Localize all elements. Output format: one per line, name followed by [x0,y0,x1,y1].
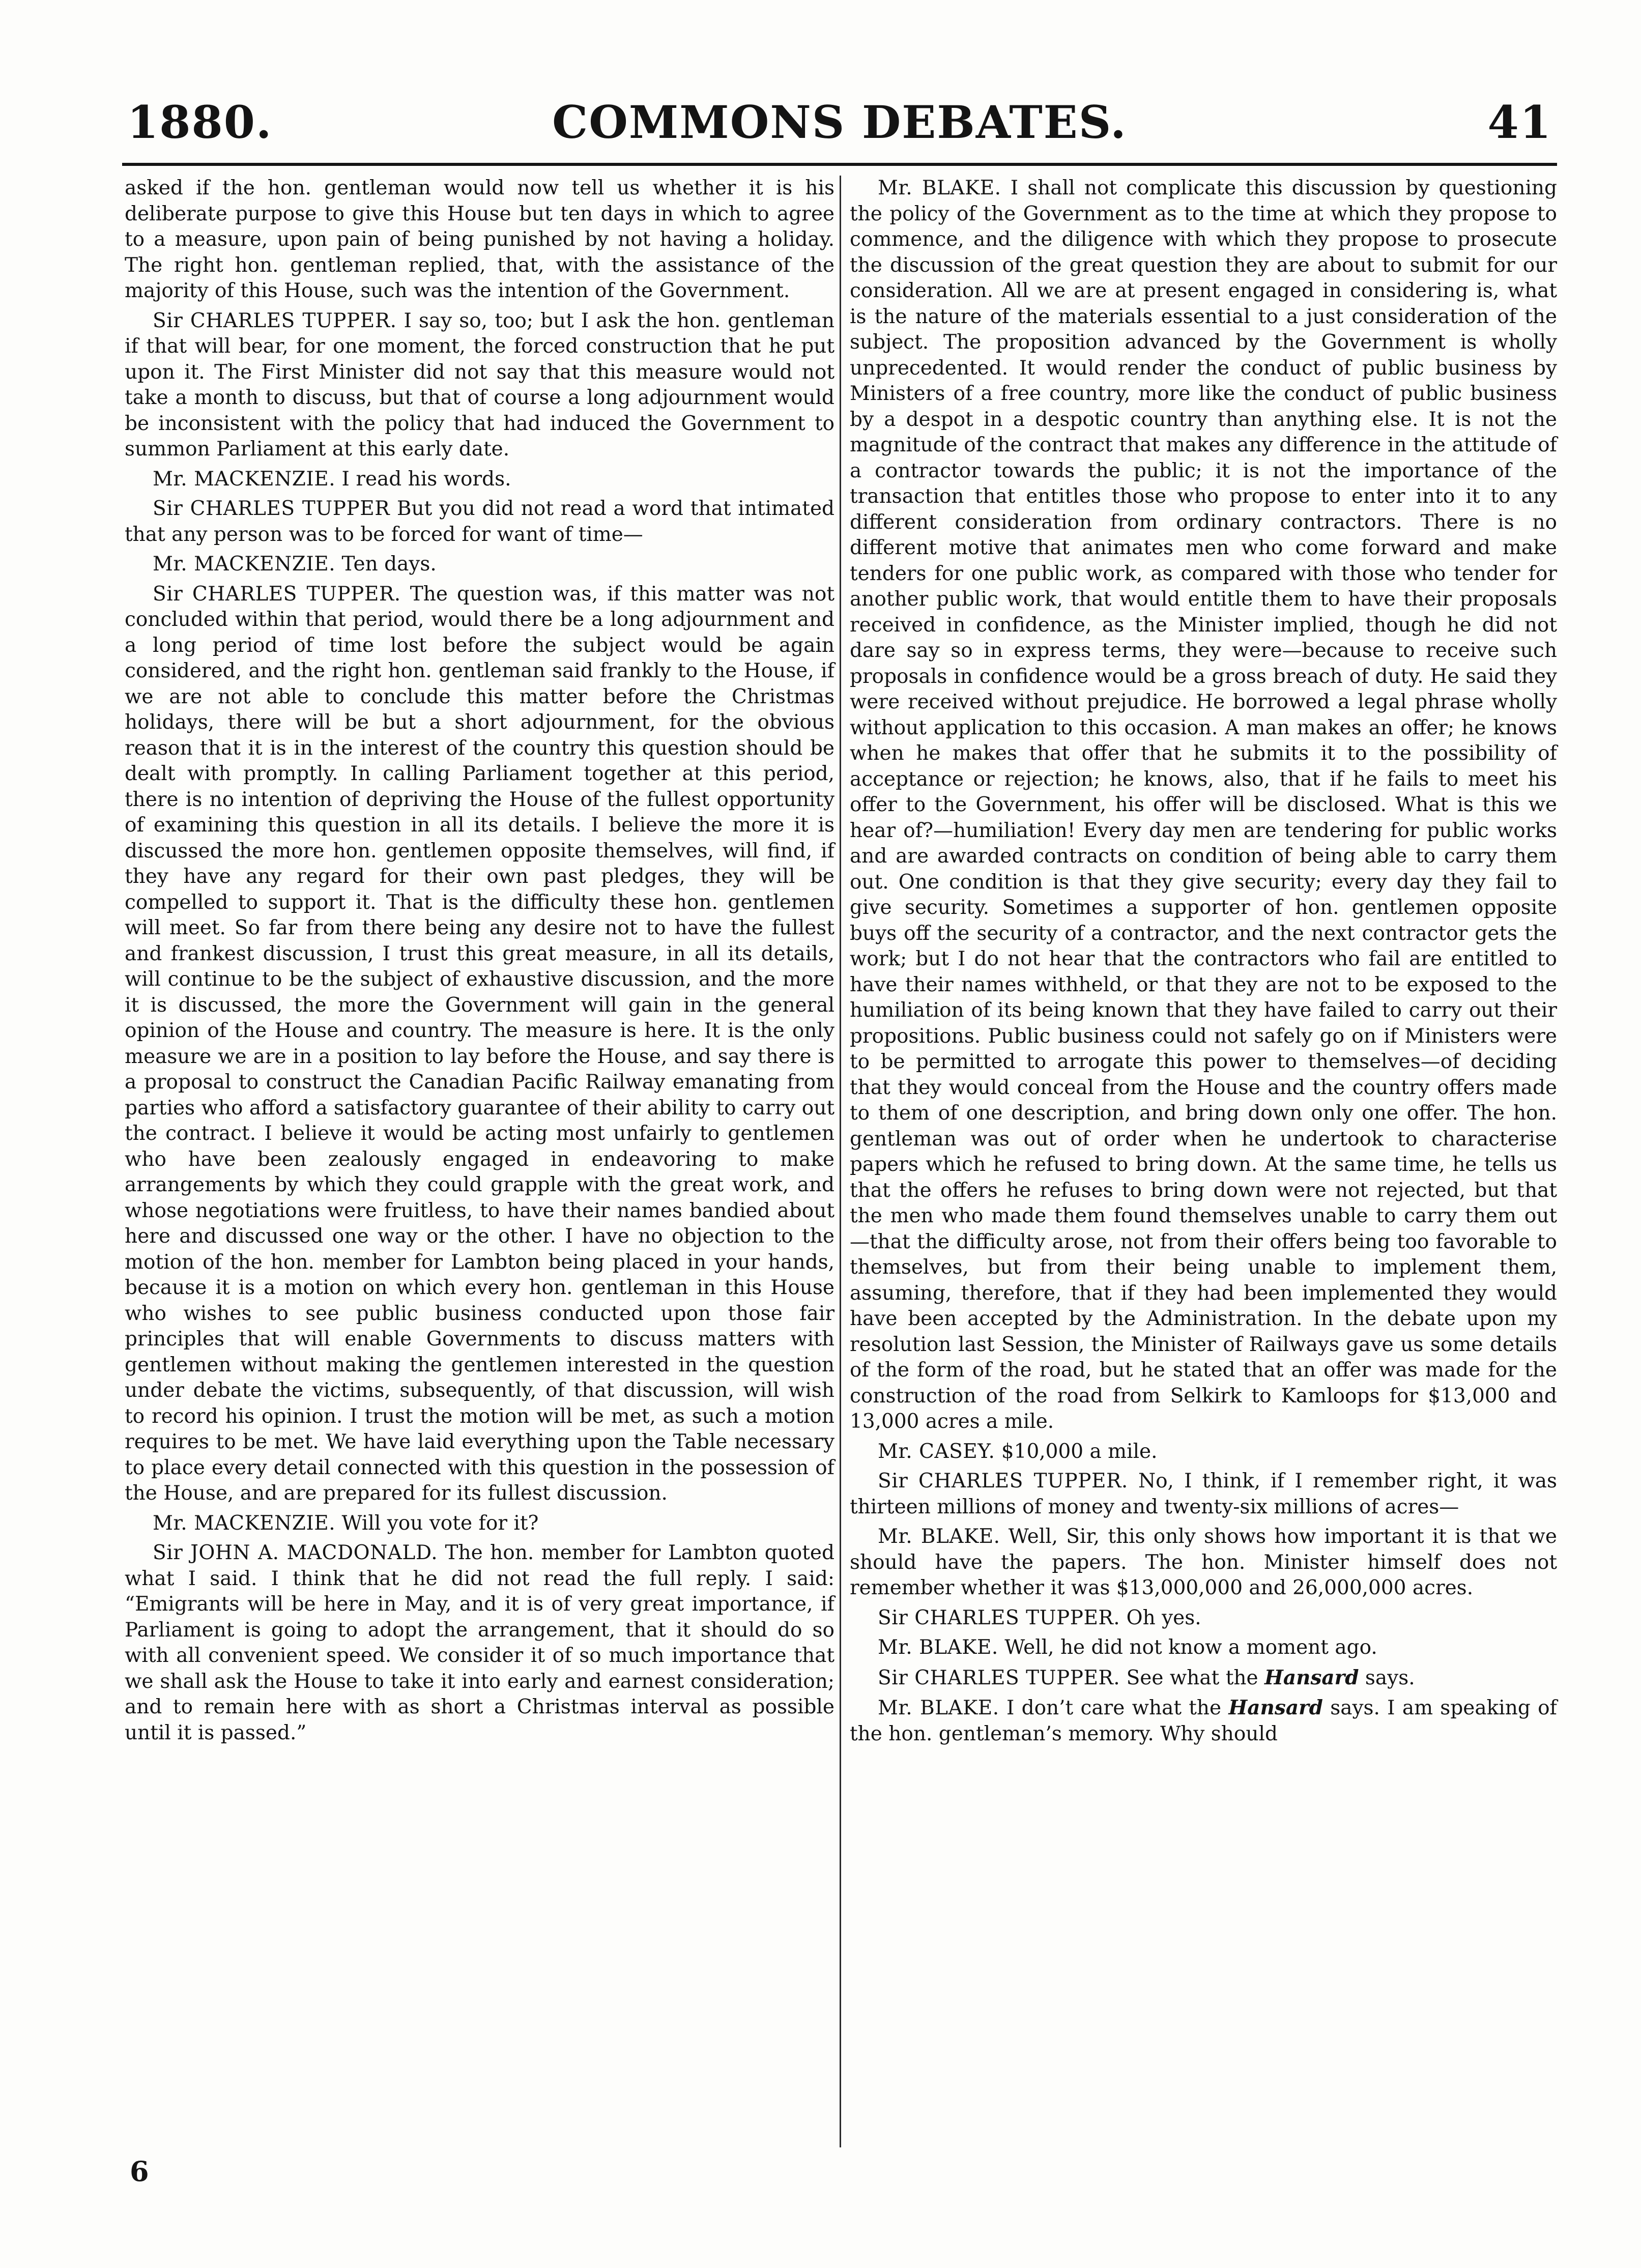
paragraph [850,1605,1557,1631]
paragraph-text: asked if the hon. gentleman would now tell us whether it is his deliberate purpose to give this House but ten days in which to agree to a measure, upon pain of being punished by not having a holiday. The right hon. gentleman replied, that, with the assistance of the majority of this House, such was the intention of the Government. [125,177,834,302]
header-title: COMMONS DEBATES. [552,96,1127,149]
paragraph [850,1439,1557,1465]
paragraph [850,1695,1557,1747]
speaker-name: Sir CHARLES TUPPER. [878,1666,1120,1689]
paragraph-text: Well, he did not know a moment ago. [1004,1636,1377,1659]
signature-mark: 6 [130,2155,149,2188]
paragraph-text: But you did not read a word that intimated that any person was to be forced for want of time— [125,497,834,546]
left-column [125,176,834,1750]
paragraph [125,467,834,493]
paragraph [125,1540,834,1746]
italic-hansard: Hansard [1264,1666,1359,1689]
paragraph [850,1665,1557,1691]
speaker-name: Mr. MACKENZIE. [153,1511,336,1535]
paragraph [125,176,834,304]
speaker-name: Mr. BLAKE. [878,1697,999,1719]
page-header [127,87,1552,158]
speaker-name: Mr. CASEY. [878,1440,995,1463]
paragraph [125,552,834,578]
paragraph-text: Will you vote for it? [341,1511,539,1535]
speaker-name: Mr. BLAKE. [878,1636,998,1659]
paragraph-text: says. [1365,1666,1415,1689]
paragraph [125,1511,834,1537]
speaker-name: Sir CHARLES TUPPER. [153,309,397,332]
paragraph-text: I don’t care what the [1006,1697,1222,1719]
header-year: 1880. [127,96,273,149]
paragraph-text: $10,000 a mile. [1001,1440,1158,1463]
speaker-name: Mr. BLAKE. [878,1525,1000,1548]
paragraph-text: I shall not complicate this discussion by questioning the policy of the Government as to the time at which they propose to commence, and the diligence with which they propose to prosecute the discussion of the great question they are about to submit for our consideration. All we are at present engaged in considering is, what is the nature of the materials essential to a just consideration of the subject. The proposition advanced by the Government is wholly unprecedented. It would render the conduct of public business by Ministers of a free country, more like the conduct of public business by a despot in a despotic country than anything else. It is not the magnitude of the contract that makes any difference in the attitude of a contractor towards the public; it is not the importance of the transaction that entitles those who propose to enter into it to any different consideration from ordinary contractors. There is no different motive that animates men who come forward and make tenders for one public work, as compared with those who tender for another public work, that would entitle them to have their proposals received in confidence, as the Minister implied, though he did not dare say so in express terms, they were—because to receive such proposals in confidence would be a gross breach of duty. He said they were received without prejudice. He borrowed a legal phrase wholly without application to this occasion. A man makes an offer; he knows when he makes that offer that he submits it to the possibility of acceptance or rejection; he knows, also, that if he fails to meet his offer to the Government, his offer will be disclosed. What is this we hear of?—humiliation! Every day men are tendering for public works and are awarded contracts on condition of being able to carry them out. One condition is that they give security; every day they fail to give security. Sometimes a supporter of hon. gentlemen opposite buys off the security of a contractor, and the next contractor gets the work; but I do not hear that the contractors who fail are entitled to have their names withheld, or that they are not to be exposed to the humiliation of its being known that they have failed to carry out their propositions. Public business could not safely go on if Ministers were to be permitted to arrogate this power to themselves—of deciding that they would conceal from the House and the country offers made to them of one description, and bring down only one offer. The hon. gentleman was out of order when he undertook to characterise papers which he refused to bring down. At the same time, he tells us that the offers he refuses to bring down were not rejected, but that the men who made them found themselves unable to carry them out—that the difficulty arose, not from their offers being too favorable to themselves, but from their being unable to implement them, assuming, therefore, that if they had been implemented they would have been accepted by the Administration. In the debate upon my resolution last Session, the Minister of Railways gave us some details of the form of the road, but he stated that an offer was made for the construction of the road from Selkirk to Kamloops for $13,000 and 13,000 acres a mile. [850,177,1558,1433]
paragraph [850,176,1557,1435]
paragraph [850,1524,1557,1601]
right-column [850,176,1557,1751]
paragraph-text: The hon. member for Lambton quoted what I said. I think that he did not read the full reply. I said: “Emigrants will be here in May, and it is of very great importance, if Parliament is going to adopt the arrangement, that it should do so with all convenient speed. We consider it of so much importance that we shall ask the House to take it into early and earnest consideration; and to remain here with as short a Christmas interval as possible until it is passed.” [125,1541,834,1744]
header-rule [122,163,1557,166]
speaker-name: Sir CHARLES TUPPER. [878,1606,1120,1629]
paragraph-text: Well, Sir, this only shows how important it is that we should have the papers. The hon. Minister himself does not remember whether it was $13,000,000 and 26,000,000 acres. [850,1525,1557,1599]
paragraph [125,582,834,1507]
paragraph-text: No, I think, if I remember right, it was thirteen millions of money and twenty-six millions of acres— [850,1470,1557,1518]
speaker-name: Sir CHARLES TUPPER [153,497,390,520]
paragraph-text: says. I am speaking of the hon. gentleman’s memory. Why should [850,1697,1557,1745]
column-divider [840,176,841,2147]
italic-hansard: Hansard [1228,1696,1323,1719]
speaker-name: Mr. BLAKE. [878,177,1001,199]
paragraph [850,1469,1557,1520]
speaker-name: Sir JOHN A. MACDONALD. [153,1541,438,1564]
paragraph [850,1635,1557,1661]
paragraph-text: I say so, too; but I ask the hon. gentleman if that will bear, for one moment, the forced construction that he put upon it. The First Minister did not say that this measure would not take a month to discuss, but that of course a long adjournment would be inconsistent with the policy that had induced the Government to summon Parliament at this early date. [125,309,834,461]
paragraph-text: Ten days. [341,553,437,576]
paragraph-text: I read his words. [341,467,511,491]
paragraph-text: See what the [1126,1666,1258,1689]
speaker-name: Sir CHARLES TUPPER. [153,582,401,606]
speaker-name: Mr. MACKENZIE. [153,553,336,576]
paragraph-text: The question was, if this matter was not concluded within that period, would there be a long adjournment and a long period of time lost before the subject would be again considered, and the right hon. gentleman said frankly to the House, if we are not able to conclude this matter before the Christmas holidays, there will be but a short adjournment, for the obvious reason that it is in the interest of the country this question should be dealt with promptly. In calling Parliament together at this period, there is no intention of depriving the House of the fullest opportunity of examining this question in all its details. I believe the more it is discussed the more hon. gentlemen opposite themselves, will find, if they have any regard for their own past pledges, they will be compelled to support it. That is the difficulty these hon. gentlemen will meet. So far from there being any desire not to have the fullest and frankest discussion, I trust this great measure, in all its details, will continue to be the subject of exhaustive discussion, and the more it is discussed, the more the Government will gain in the general opinion of the House and country. The measure is here. It is the only measure we are in a position to lay before the House, and say there is a proposal to construct the Canadian Pacific Railway emanating from parties who afford a satisfactory guarantee of their ability to carry out the contract. I believe it would be acting most unfairly to gentlemen who have been zealously engaged in endeavoring to make arrangements by which they could grapple with the great work, and whose negotiations were fruitless, to have their names bandied about here and discussed one way or the other. I have no objection to the motion of the hon. member for Lambton being placed in your hands, because it is a motion on which every hon. gentleman in this House who wishes to see public business conducted upon those fair principles that will enable Governments to discuss matters with gentlemen without making the gentlemen interested in the question under debate the victims, subsequently, of that discussion, will wish to record his opinion. I trust the motion will be met, as such a motion requires to be met. We have laid everything upon the Table necessary to place every detail connected with this question in the possession of the House, and are prepared for its fullest discussion. [125,582,835,1505]
speaker-name: Mr. MACKENZIE. [153,467,336,491]
paragraph-text: Oh yes. [1126,1606,1201,1629]
speaker-name: Sir CHARLES TUPPER. [878,1470,1128,1492]
paragraph [125,308,834,463]
paragraph [125,496,834,548]
header-page-number: 41 [1487,96,1552,149]
